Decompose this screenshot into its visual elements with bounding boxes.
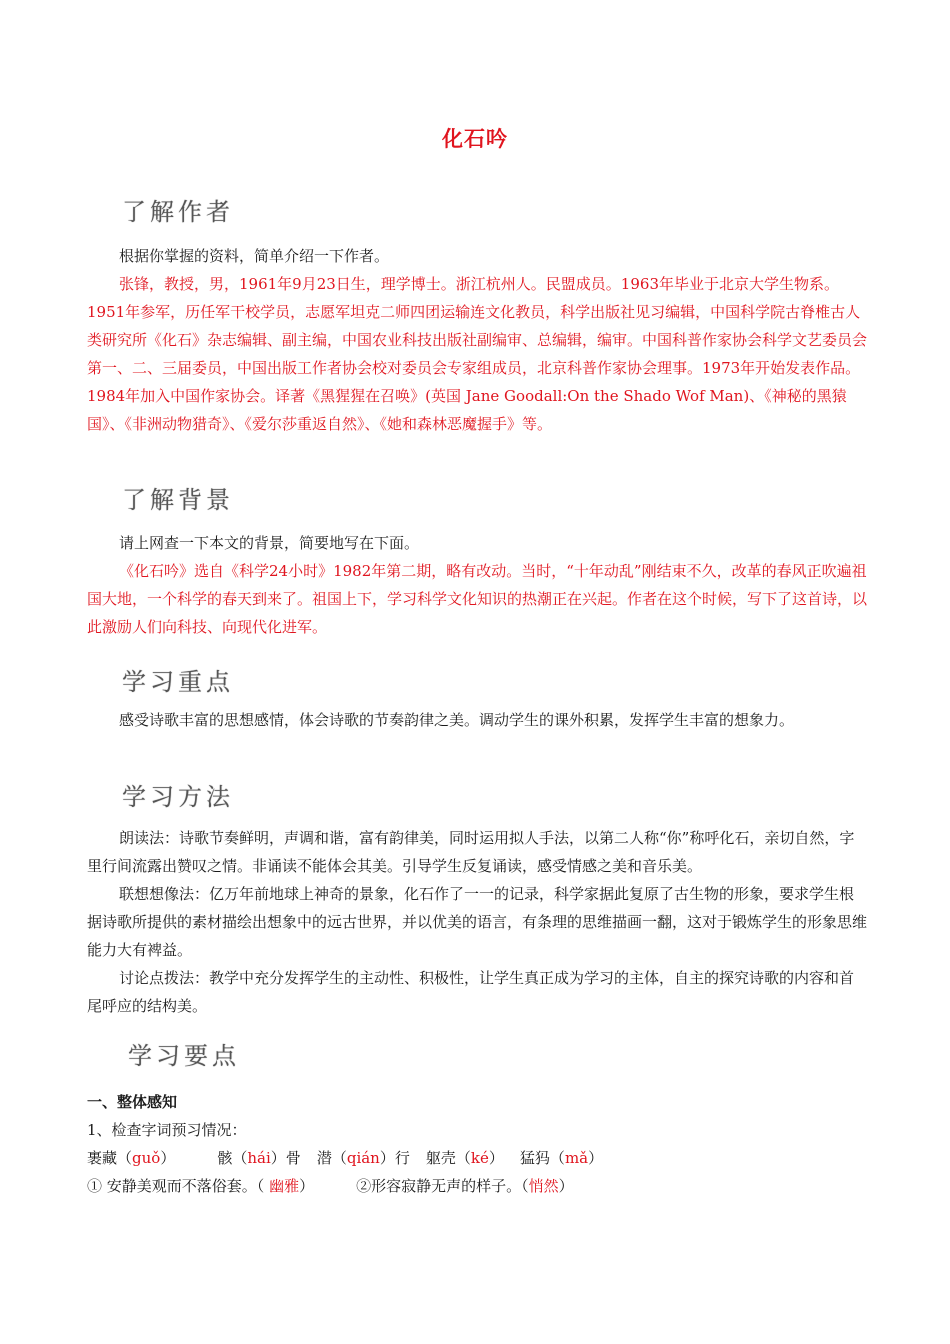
vocab-word: 躯壳 <box>425 1149 456 1167</box>
vocab-pinyin: hái <box>247 1149 271 1167</box>
vocab-word: 裹藏 <box>87 1149 118 1167</box>
focus-section <box>87 706 887 734</box>
vocab-pinyin: ké <box>470 1149 489 1167</box>
section-heading-author: 了解作者 <box>122 198 234 226</box>
vocab-word: 猛犸 <box>519 1149 550 1167</box>
vocab-word: 行 <box>394 1149 410 1167</box>
focus-text: 感受诗歌丰富的思想感情，体会诗歌的节奏韵律之美。调动学生的课外积累，发挥学生丰富的想象力。 <box>119 711 795 729</box>
definition-text: ① 安静美观而不落俗套。 <box>87 1177 257 1195</box>
section-heading-method: 学习方法 <box>122 783 234 811</box>
vocab-row: 裹藏（guǒ） 骸（hái）骨 潜（qián）行 躯壳（ké） 猛犸（mǎ） <box>87 1149 604 1167</box>
definition-answer: 悄然 <box>528 1177 559 1195</box>
vocab-pinyin: mǎ <box>564 1149 589 1167</box>
document-title: 化石吟 <box>442 126 508 151</box>
vocab-pinyin: qián <box>346 1149 380 1167</box>
vocab-word: 骸 <box>217 1149 233 1167</box>
definition-row: ① 安静美观而不落俗套。（ 幽雅） ②形容寂静无声的样子。（悄然） <box>87 1177 574 1195</box>
background-answer: 《化石吟》选自《科学24小时》1982年第二期，略有改动。当时，“十年动乱”刚结束不久，改革的春风正吹遍祖国大地，一个科学的春天到来了。祖国上下，学习科学文化知识的热潮正在兴起。作者在这个时候，写下了这首诗，以此激励人们向科技、向现代化进军。 <box>87 562 868 636</box>
method-imagination: 联想想像法：亿万年前地球上神奇的景象，化石作了一一的记录，科学家据此复原了古生物的形象，要求学生根据诗歌所提供的素材描绘出想象中的远古世界，并以优美的语言，有条理的思维描画一翻，这对于锻炼学生的形象思维能力大有裨益。 <box>87 885 868 959</box>
author-prompt: 根据你掌握的资料，简单介绍一下作者。 <box>119 247 390 265</box>
definition-answer: 幽雅 <box>269 1177 300 1195</box>
method-section <box>87 824 867 1020</box>
author-section <box>87 242 867 438</box>
section-heading-background: 了解背景 <box>122 486 234 514</box>
background-prompt: 请上网查一下本文的背景，简要地写在下面。 <box>119 534 420 552</box>
method-discussion: 讨论点拨法：教学中充分发挥学生的主动性、积极性，让学生真正成为学习的主体，自主的探究诗歌的内容和首尾呼应的结构美。 <box>87 969 855 1015</box>
definition-text: ②形容寂静无声的样子。 <box>356 1177 522 1195</box>
question-label: 1、检查字词预习情况： <box>87 1121 247 1139</box>
vocab-word: 潜 <box>316 1149 332 1167</box>
section-heading-points: 学习要点 <box>128 1042 240 1070</box>
vocab-pinyin: guǒ <box>132 1149 161 1167</box>
vocab-word: 骨 <box>285 1149 301 1167</box>
author-answer: 张锋，教授，男，1961年9月23日生，理学博士。浙江杭州人。民盟成员。1963年毕业于北京大学生物系。1951年参军，历任军干校学员，志愿军坦克二师四团运输连文化教员，科学出版社见习编辑，中国科学院古脊椎古人类研究所《化石》杂志编辑、副主编，中国农业科技出版社副编审、总编辑，编审。中国科普作家协会科学文艺委员会第一、二、三届委员，中国出版工作者协会校对委员会专家组成员，北京科普作家协会理事。1973年开始发表作品。1984年加入中国作家协会。译著《黑猩猩在召唤》(英国 Jane Goodall:On the Shado Wof Man)、《神秘的黑猿国》、《非洲动物猎奇》、《爱尔莎重返自然》、《她和森林恶魔握手》等。 <box>87 275 868 433</box>
background-section <box>87 529 867 641</box>
method-reading: 朗读法：诗歌节奏鲜明，声调和谐，富有韵律美，同时运用拟人手法，以第二人称“你”称呼化石，亲切自然，字里行间流露出赞叹之情。非诵读不能体会其美。引导学生反复诵读，感受情感之美和音乐美。 <box>87 829 855 875</box>
part-heading: 一、整体感知 <box>87 1093 178 1111</box>
section-heading-focus: 学习重点 <box>122 668 234 696</box>
